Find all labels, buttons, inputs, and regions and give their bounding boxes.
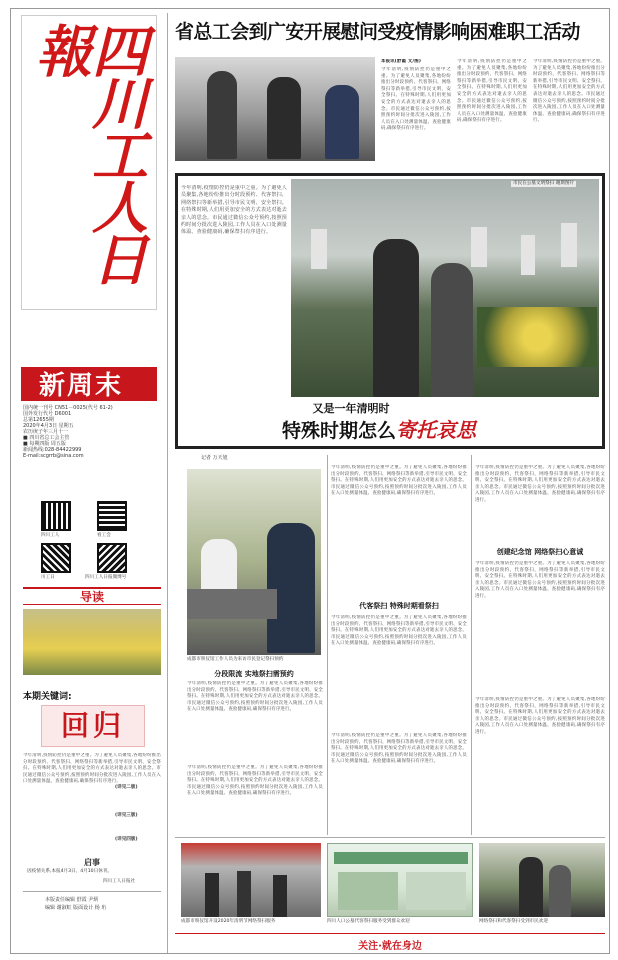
qr-code-icon[interactable] (97, 543, 127, 573)
flowers (477, 307, 597, 367)
feature-headline-a: 特殊时期怎么 (281, 420, 396, 442)
column-text: 今年清明,疫情防控仍是重中之重。为了避免人员聚集,各地纷纷推出分时段预约、代客祭扫、网络祭扫等新举措,引导市民文明、安全祭扫。在特殊时期,人们用更加安全的方式表达对逝去亲人的思念。市民通过微信公众号预约,按照预约时间分批次进入陵园,工作人员在入口处测量体温、查验健康码,确保祭扫有序进行。 (331, 615, 467, 647)
web-content (406, 872, 466, 910)
qr-label: 四川工人 (41, 533, 60, 538)
column-text: 今年清明,疫情防控仍是重中之重。为了避免人员聚集,各地纷纷推出分时段预约、代客祭扫、网络祭扫等新举措,引导市民文明、安全祭扫。在特殊时期,人们用更加安全的方式表达对逝去亲人的思念。市民通过微信公众号预约,按照预约时间分批次进入陵园,工作人员在入口处测量体温、查验健康码,确保祭扫有序进行。 (187, 681, 323, 713)
person-figure (205, 873, 219, 917)
logo-text: 四川工人日報 (27, 22, 149, 282)
main-article-body: 今年清明,疫情防控仍是重中之重。为了避免人员聚集,各地纷纷推出分时段预约、代客祭扫、网络祭扫等新举措,引导市民文明、安全祭扫。在特殊时期,人们用更加安全的方式表达对逝去亲人的思念。市民通过微信公众号预约,按照预约时间分批次进入陵园,工作人员在入口处测量体温、查验健康码,确保祭扫有序进行。 (533, 59, 605, 124)
notice-text: 因疫情关系,本报4月3日、4月10日休刊。 (27, 869, 112, 874)
person-figure (237, 871, 251, 917)
registration-photo (187, 469, 321, 655)
main-headline: 省总工会到广安开展慰问受疫情影响困难职工活动 (175, 21, 580, 43)
web-content (338, 872, 398, 910)
masthead-logo (21, 15, 157, 310)
column-text: 今年清明,疫情防控仍是重中之重。为了避免人员聚集,各地纷纷推出分时段预约、代客祭扫、网络祭扫等新举措,引导市民文明、安全祭扫。在特殊时期,人们用更加安全的方式表达对逝去亲人的思念。市民通过微信公众号预约,按照预约时间分批次进入陵园,工作人员在入口处测量体温、查验健康码,确保祭扫有序进行。 (475, 465, 605, 503)
supplement-title: 新周末 (39, 371, 124, 401)
feature-photo (291, 179, 599, 397)
main-article-body: 今年清明,疫情防控仍是重中之重。为了避免人员聚集,各地纷纷推出分时段预约、代客祭扫、网络祭扫等新举措,引导市民文明、安全祭扫。在特殊时期,人们用更加安全的方式表达对逝去亲人的思念。市民通过微信公众号预约,按照预约时间分批次进入陵园,工作人员在入口处测量体温、查验健康码,确保祭扫有序进行。 (381, 67, 451, 132)
qr-label: 四川工人日报微博号 (85, 575, 127, 580)
guide-title: 导读 (23, 587, 161, 605)
qr-code-icon[interactable] (97, 501, 127, 531)
feature-intro: 今年清明,疫情防控仍是重中之重。为了避免人员聚集,各地纷纷推出分时段预约、代客祭扫、网络祭扫等新举措,引导市民文明、安全祭扫。在特殊时期,人们用更加安全的方式表达对逝去亲人的思念。市民通过微信公众号预约,按照预约时间分批次进入陵园,工作人员在入口处测量体温、查验健康码,确保祭扫有序进行。 (181, 185, 287, 236)
bottom-photo-3 (479, 843, 605, 917)
qr-label: 川工日 (41, 575, 55, 580)
section-heading: 代客祭扫 特殊时期看祭扫 (359, 602, 439, 610)
info-line: 农历庚子年三月十一 (23, 429, 69, 435)
info-line: 2020年4月3日 星期五 (23, 423, 74, 429)
column-divider (327, 455, 328, 835)
photo-caption: 成都市殡仪馆工作人员为来访市民登记祭扫预约 (187, 657, 284, 662)
guide-body: 今年清明,疫情防控仍是重中之重。为了避免人员聚集,各地纷纷推出分时段预约、代客祭扫、网络祭扫等新举措,引导市民文明、安全祭扫。在特殊时期,人们用更加安全的方式表达对逝去亲人的思念。市民通过微信公众号预约,按照预约时间分批次进入陵园,工作人员在入口处测量体温、查验健康码,确保祭扫有序进行。 (23, 753, 161, 785)
person-figure (373, 239, 419, 397)
bottom-photo-2 (327, 843, 473, 917)
masthead (15, 13, 163, 367)
keyword-label: 本期关键词: (23, 692, 72, 702)
section-heading: 创建纪念馆 网络祭扫心意诚 (496, 548, 584, 556)
feature-kicker: 又是一年清明时 (312, 402, 390, 415)
info-line: E-mail:scgrrb@sina.com (23, 453, 84, 459)
web-banner (334, 852, 468, 864)
info-line: ■ 四川省总工会主管 (23, 435, 70, 441)
footer-tagline: 关注·就在身边 (358, 941, 422, 952)
newspaper-page (10, 8, 610, 954)
feature-headline-b: 寄托哀思 (396, 418, 476, 442)
qr-code-icon[interactable] (41, 501, 71, 531)
main-article-byline: 本报讯(舒霞 文/图) (381, 59, 422, 64)
editor-line: 本版责任编辑 舒霞 尹炳 (45, 897, 99, 903)
info-line: 新闻热线:028-84422999 (23, 447, 82, 453)
feature-photo-credit: 市民在公墓文明祭扫 谢斯图片 (513, 181, 575, 186)
person-figure (325, 85, 359, 159)
main-article-photo (175, 57, 375, 161)
section-heading: 分段限流 实地祭扫需预约 (214, 670, 294, 678)
divider (175, 837, 605, 838)
publication-info (23, 405, 163, 459)
person-figure (267, 523, 315, 653)
tombstone (521, 235, 535, 275)
tombstone (561, 223, 577, 267)
feature-headline (229, 417, 529, 445)
guide-ref: (详见三版) (115, 813, 138, 818)
qr-code-icon[interactable] (41, 543, 71, 573)
main-article-body: 今年清明,疫情防控仍是重中之重。为了避免人员聚集,各地纷纷推出分时段预约、代客祭扫、网络祭扫等新举措,引导市民文明、安全祭扫。在特殊时期,人们用更加安全的方式表达对逝去亲人的思念。市民通过微信公众号预约,按照预约时间分批次进入陵园,工作人员在入口处测量体温、查验健康码,确保祭扫有序进行。 (457, 59, 527, 124)
reporter-credit: 记者 万天旭 (201, 455, 228, 461)
person-figure (431, 263, 473, 397)
person-figure (267, 77, 301, 159)
info-line: 国内统一刊号 CN51－0025(代号 61-2) (23, 405, 113, 411)
guide-ref: (详见四版) (115, 837, 138, 842)
person-figure (207, 71, 237, 159)
tombstone (311, 229, 327, 269)
desk (187, 589, 277, 619)
column-text: 今年清明,疫情防控仍是重中之重。为了避免人员聚集,各地纷纷推出分时段预约、代客祭扫、网络祭扫等新举措,引导市民文明、安全祭扫。在特殊时期,人们用更加安全的方式表达对逝去亲人的思念。市民通过微信公众号预约,按照预约时间分批次进入陵园,工作人员在入口处测量体温、查验健康码,确保祭扫有序进行。 (475, 697, 605, 735)
column-text: 今年清明,疫情防控仍是重中之重。为了避免人员聚集,各地纷纷推出分时段预约、代客祭扫、网络祭扫等新举措,引导市民文明、安全祭扫。在特殊时期,人们用更加安全的方式表达对逝去亲人的思念。市民通过微信公众号预约,按照预约时间分批次进入陵园,工作人员在入口处测量体温、查验健康码,确保祭扫有序进行。 (187, 765, 323, 797)
info-line: 总第12655期 (23, 417, 54, 423)
column-text: 今年清明,疫情防控仍是重中之重。为了避免人员聚集,各地纷纷推出分时段预约、代客祭扫、网络祭扫等新举措,引导市民文明、安全祭扫。在特殊时期,人们用更加安全的方式表达对逝去亲人的思念。市民通过微信公众号预约,按照预约时间分批次进入陵园,工作人员在入口处测量体温、查验健康码,确保祭扫有序进行。 (475, 561, 605, 599)
person-figure (519, 857, 543, 917)
keyword: 回归 (60, 709, 125, 742)
bottom-photo-1 (181, 843, 321, 917)
divider (23, 891, 161, 892)
guide-photo (23, 609, 161, 675)
footer-rule (175, 933, 605, 934)
notice-sign: 四川工人日报社 (103, 879, 136, 884)
info-line: 国外发行代号 D6001 (23, 411, 72, 417)
column-text: 今年清明,疫情防控仍是重中之重。为了避免人员聚集,各地纷纷推出分时段预约、代客祭扫、网络祭扫等新举措,引导市民文明、安全祭扫。在特殊时期,人们用更加安全的方式表达对逝去亲人的思念。市民通过微信公众号预约,按照预约时间分批次进入陵园,工作人员在入口处测量体温、查验健康码,确保祭扫有序进行。 (331, 733, 467, 765)
notice-title: 启事 (84, 858, 100, 867)
column-text: 今年清明,疫情防控仍是重中之重。为了避免人员聚集,各地纷纷推出分时段预约、代客祭扫、网络祭扫等新举措,引导市民文明、安全祭扫。在特殊时期,人们用更加安全的方式表达对逝去亲人的思念。市民通过微信公众号预约,按照预约时间分批次进入陵园,工作人员在入口处测量体温、查验健康码,确保祭扫有序进行。 (331, 465, 467, 497)
qr-label: 看工会 (97, 533, 111, 538)
column-divider (167, 13, 168, 953)
photo-caption: 成都市殡仪馆开设2020年清明节网络祭扫服务 (181, 919, 276, 924)
guide-ref: (详见二版) (115, 785, 138, 790)
editor-line: 编辑 谢淑虹 版面设计 杨 珩 (45, 905, 107, 911)
person-figure (549, 865, 571, 917)
photo-caption: 网络祭扫和代客祭扫受到市民欢迎 (479, 919, 548, 924)
tombstone (471, 227, 487, 267)
person-figure (273, 875, 287, 917)
info-line: ■ 每期四版 周五版 (23, 441, 66, 447)
column-divider (471, 455, 472, 835)
qr-grid (41, 501, 141, 581)
photo-caption: 四川人口公墓代客祭扫服务受到群众欢迎 (327, 919, 410, 924)
